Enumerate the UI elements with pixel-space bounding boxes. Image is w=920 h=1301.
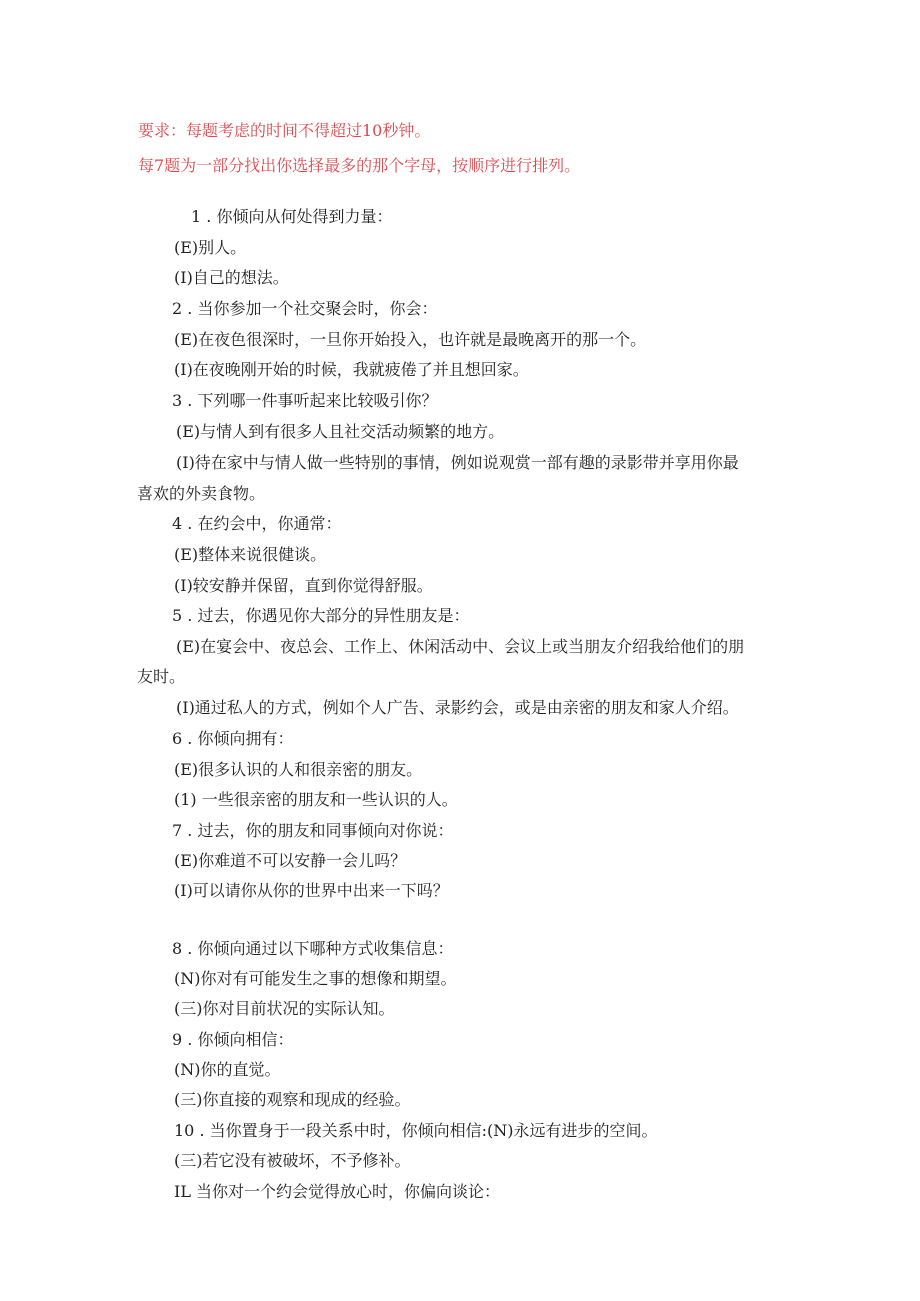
requirement-line-1: 要求：每题考虑的时间不得超过10秒钟。 [138, 121, 431, 140]
answer-3-i-line2: 喜欢的外卖食物。 [137, 484, 266, 503]
answer-5-e-line1: (E)在宴会中、夜总会、工作上、休闲活动中、会议上或当朋友介绍我给他们的朋 [176, 637, 745, 656]
answer-7-e: (E)你难道不可以安静一会儿吗？ [174, 851, 407, 870]
question-5: 5 . 过去，你遇见你大部分的异性朋友是： [172, 606, 470, 625]
requirement-line-2: 每7题为一部分找出你选择最多的那个字母，按顺序进行排列。 [138, 156, 581, 175]
question-9: 9 . 你倾向相信： [172, 1030, 294, 1049]
answer-3-e: (E)与情人到有很多人且社交活动频繁的地方。 [176, 422, 505, 441]
question-3: 3 . 下列哪一件事听起来比较吸引你？ [172, 391, 438, 410]
answer-9-n: (N)你的直觉。 [174, 1060, 281, 1079]
answer-4-e: (E)整体来说很健谈。 [174, 545, 327, 564]
question-6: 6 . 你倾向拥有： [172, 729, 294, 748]
question-7: 7 . 过去，你的朋友和同事倾向对你说： [172, 821, 454, 840]
answer-8-s: (三)你对目前状况的实际认知。 [174, 999, 395, 1018]
answer-5-i: (I)通过私人的方式，例如个人广告、录影约会，或是由亲密的朋友和家人介绍。 [176, 698, 739, 717]
answer-7-i: (I)可以请你从你的世界中出来一下吗？ [174, 881, 449, 900]
answer-5-e-line2: 友时。 [137, 667, 186, 686]
answer-6-i: (1) 一些很亲密的朋友和一些认识的人。 [174, 790, 458, 809]
question-11: IL 当你对一个约会觉得放心时，你偏向谈论： [174, 1182, 501, 1201]
answer-2-i: (I)在夜晚刚开始的时候，我就疲倦了并且想回家。 [174, 360, 529, 379]
question-2: 2 . 当你参加一个社交聚会时，你会： [172, 299, 438, 318]
question-8: 8 . 你倾向通过以下哪种方式收集信息： [172, 939, 454, 958]
answer-3-i-line1: (I)待在家中与情人做一些特别的事情，例如说观赏一部有趣的录影带并享用你最 [176, 453, 739, 472]
answer-9-s: (三)你直接的观察和现成的经验。 [174, 1090, 411, 1109]
answer-1-i: (I)自己的想法。 [174, 268, 289, 287]
answer-8-n: (N)你对有可能发生之事的想像和期望。 [174, 969, 457, 988]
question-1: 1 . 你倾向从何处得到力量： [191, 207, 393, 226]
answer-1-e: (E)别人。 [174, 238, 247, 257]
question-4: 4 . 在约会中，你通常： [172, 514, 342, 533]
answer-4-i: (I)较安静并保留，直到你觉得舒服。 [174, 576, 433, 595]
answer-10-s: (三)若它没有被破坏，不予修补。 [174, 1151, 411, 1170]
answer-2-e: (E)在夜色很深时，一旦你开始投入，也许就是最晚离开的那一个。 [174, 330, 647, 349]
question-10: 10 . 当你置身于一段关系中时，你倾向相信:(N)永远有进步的空间。 [174, 1121, 658, 1140]
answer-6-e: (E)很多认识的人和很亲密的朋友。 [174, 760, 423, 779]
